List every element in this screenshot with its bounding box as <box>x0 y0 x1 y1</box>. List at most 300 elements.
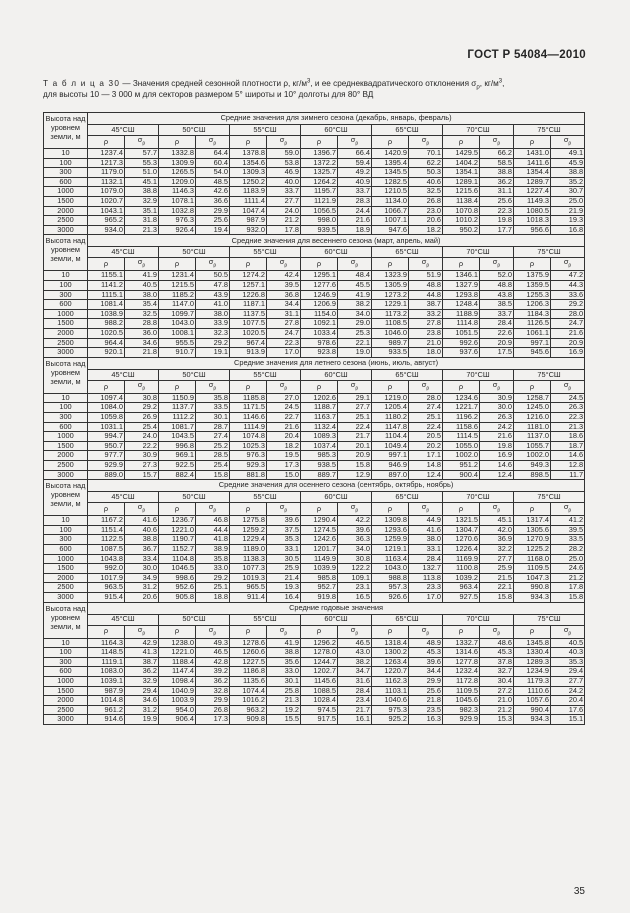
deviation-value: 34.6 <box>125 696 159 706</box>
sigma-symbol <box>338 503 372 516</box>
deviation-value: 32.5 <box>409 187 443 197</box>
density-value: 1184.3 <box>514 309 551 319</box>
sigma-symbol <box>338 258 372 271</box>
table-row <box>44 290 585 300</box>
deviation-value: 15.3 <box>480 715 514 725</box>
density-value: 922.5 <box>159 461 196 471</box>
density-value: 1114.5 <box>443 432 480 442</box>
deviation-value: 40.0 <box>267 177 301 187</box>
deviation-value: 36.7 <box>125 545 159 555</box>
deviation-value: 70.1 <box>409 149 443 159</box>
deviation-value: 33.7 <box>480 309 514 319</box>
density-value: 1314.6 <box>443 648 480 658</box>
density-value: 1245.0 <box>514 403 551 413</box>
deviation-value: 16.8 <box>551 225 585 235</box>
sigma-subscript: ρ <box>213 507 217 514</box>
density-value: 982.3 <box>443 705 480 715</box>
table-row <box>44 573 585 583</box>
deviation-value: 21.9 <box>551 206 585 216</box>
density-value: 1083.0 <box>88 667 125 677</box>
density-value: 976.3 <box>159 216 196 226</box>
sigma-letter: σ <box>492 625 498 634</box>
density-value: 963.5 <box>88 583 125 593</box>
deviation-value: 12.4 <box>480 470 514 480</box>
deviation-value: 15.8 <box>551 593 585 603</box>
density-value: 1114.8 <box>443 319 480 329</box>
sigma-letter: σ <box>137 135 143 144</box>
sigma-symbol <box>480 503 514 516</box>
table-row <box>44 451 585 461</box>
density-value: 1232.4 <box>443 667 480 677</box>
density-value: 1330.4 <box>514 648 551 658</box>
symbol-row <box>44 503 585 516</box>
sigma-letter: σ <box>208 135 214 144</box>
density-value: 1321.5 <box>443 516 480 526</box>
density-value: 1017.9 <box>88 573 125 583</box>
deviation-value: 46.5 <box>196 648 230 658</box>
sigma-symbol <box>267 503 301 516</box>
deviation-value: 28.4 <box>338 686 372 696</box>
density-value: 1168.0 <box>514 554 551 564</box>
deviation-value: 32.3 <box>196 329 230 339</box>
sigma-symbol <box>409 503 443 516</box>
deviation-value: 20.4 <box>551 696 585 706</box>
deviation-value: 17.1 <box>409 451 443 461</box>
density-value: 1216.0 <box>514 413 551 423</box>
deviation-value: 37.5 <box>267 525 301 535</box>
table-row <box>44 403 585 413</box>
caption-text-4: , <box>502 79 505 88</box>
height-value: 3000 <box>44 470 88 480</box>
density-value: 1227.5 <box>230 657 267 667</box>
height-value: 10 <box>44 393 88 403</box>
deviation-value: 15.8 <box>196 470 230 480</box>
deviation-value: 38.7 <box>125 657 159 667</box>
rho-symbol: ρ <box>88 136 125 149</box>
deviation-value: 15.8 <box>480 593 514 603</box>
sigma-symbol <box>409 625 443 638</box>
latitude-header: 45°СШ <box>88 125 159 136</box>
deviation-value: 23.8 <box>409 329 443 339</box>
height-value: 10 <box>44 271 88 281</box>
density-value: 1195.7 <box>301 187 338 197</box>
latitude-header: 50°СШ <box>159 369 230 380</box>
density-value: 1014.8 <box>88 696 125 706</box>
deviation-value: 45.1 <box>480 516 514 526</box>
deviation-value: 20.9 <box>338 451 372 461</box>
rho-symbol: ρ <box>514 503 551 516</box>
deviation-value: 38.2 <box>338 300 372 310</box>
density-value: 1305.6 <box>514 525 551 535</box>
deviation-value: 24.2 <box>480 422 514 432</box>
deviation-value: 46.9 <box>267 168 301 178</box>
rho-symbol: ρ <box>230 258 267 271</box>
deviation-value: 24.5 <box>267 403 301 413</box>
density-value: 1126.5 <box>514 319 551 329</box>
density-value: 1229.4 <box>230 535 267 545</box>
density-value: 950.2 <box>443 225 480 235</box>
density-value: 977.7 <box>88 451 125 461</box>
density-value: 1147.0 <box>159 300 196 310</box>
latitude-header: 60°СШ <box>301 614 372 625</box>
deviation-value: 40.9 <box>338 177 372 187</box>
density-value: 994.7 <box>88 432 125 442</box>
density-value: 927.5 <box>443 593 480 603</box>
deviation-value: 23.3 <box>409 583 443 593</box>
sigma-symbol <box>551 258 585 271</box>
density-value: 1141.2 <box>88 281 125 291</box>
density-value: 1248.4 <box>443 300 480 310</box>
deviation-value: 28.8 <box>125 319 159 329</box>
deviation-value: 29.2 <box>125 403 159 413</box>
density-value: 1196.2 <box>443 413 480 423</box>
density-value: 954.0 <box>159 705 196 715</box>
density-value: 976.3 <box>230 451 267 461</box>
density-value: 1325.7 <box>301 168 338 178</box>
density-value: 1282.5 <box>372 177 409 187</box>
rho-symbol: ρ <box>88 258 125 271</box>
density-value: 882.4 <box>159 470 196 480</box>
deviation-value: 38.0 <box>125 290 159 300</box>
density-value: 996.8 <box>159 441 196 451</box>
deviation-value: 46.5 <box>338 638 372 648</box>
table-row <box>44 583 585 593</box>
density-value: 1259.9 <box>372 535 409 545</box>
density-table <box>43 112 585 725</box>
density-value: 1332.7 <box>443 638 480 648</box>
deviation-value: 29.0 <box>338 319 372 329</box>
density-value: 1016.2 <box>230 696 267 706</box>
latitude-header: 50°СШ <box>159 125 230 136</box>
deviation-value: 42.4 <box>267 271 301 281</box>
density-value: 1429.5 <box>443 149 480 159</box>
sigma-letter: σ <box>279 380 285 389</box>
density-value: 998.0 <box>301 216 338 226</box>
latitude-header: 75°СШ <box>514 247 585 258</box>
deviation-value: 25.0 <box>551 554 585 564</box>
deviation-value: 16.1 <box>338 715 372 725</box>
deviation-value: 27.7 <box>480 554 514 564</box>
sigma-subscript: ρ <box>426 385 430 392</box>
height-value: 100 <box>44 158 88 168</box>
sigma-subscript: ρ <box>355 507 359 514</box>
deviation-value: 32.9 <box>125 677 159 687</box>
table-row <box>44 554 585 564</box>
height-value: 300 <box>44 535 88 545</box>
table-row <box>44 329 585 339</box>
latitude-header: 60°СШ <box>301 369 372 380</box>
deviation-value: 38.8 <box>125 187 159 197</box>
deviation-value: 27.7 <box>338 403 372 413</box>
deviation-value: 31.8 <box>125 216 159 226</box>
deviation-value: 27.3 <box>125 461 159 471</box>
sigma-letter: σ <box>563 502 569 512</box>
density-value: 963.2 <box>230 705 267 715</box>
deviation-value: 14.6 <box>551 451 585 461</box>
deviation-value: 17.0 <box>267 348 301 358</box>
deviation-value: 30.8 <box>125 393 159 403</box>
deviation-value: 33.2 <box>409 309 443 319</box>
table-row <box>44 422 585 432</box>
deviation-value: 41.6 <box>125 516 159 526</box>
rho-symbol: ρ <box>159 380 196 393</box>
density-value: 1201.7 <box>301 545 338 555</box>
density-value: 1188.9 <box>443 309 480 319</box>
density-value: 1162.3 <box>372 677 409 687</box>
symbol-row <box>44 136 585 149</box>
deviation-value: 66.2 <box>480 149 514 159</box>
rho-symbol: ρ <box>443 136 480 149</box>
deviation-value: 44.8 <box>409 290 443 300</box>
deviation-value: 32.2 <box>480 545 514 555</box>
deviation-value: 39.2 <box>196 667 230 677</box>
sigma-subscript: ρ <box>426 630 430 637</box>
density-value: 1187.1 <box>230 300 267 310</box>
deviation-value: 31.6 <box>338 677 372 687</box>
deviation-value: 66.4 <box>338 149 372 159</box>
density-value: 934.0 <box>88 225 125 235</box>
sigma-letter: σ <box>421 257 427 267</box>
deviation-value: 17.3 <box>196 715 230 725</box>
height-value: 2000 <box>44 329 88 339</box>
sigma-subscript: ρ <box>426 262 430 269</box>
latitude-row <box>44 614 585 625</box>
deviation-value: 31.2 <box>125 705 159 715</box>
deviation-value: 40.6 <box>125 525 159 535</box>
density-value: 926.6 <box>372 593 409 603</box>
density-value: 1020.5 <box>230 329 267 339</box>
deviation-value: 33.6 <box>551 290 585 300</box>
sigma-subscript: ρ <box>497 262 501 269</box>
deviation-value: 40.5 <box>125 281 159 291</box>
height-value: 3000 <box>44 593 88 603</box>
density-value: 997.1 <box>372 451 409 461</box>
density-value: 1234.6 <box>443 393 480 403</box>
table-row <box>44 393 585 403</box>
deviation-value: 45.3 <box>409 648 443 658</box>
deviation-value: 49.2 <box>338 168 372 178</box>
density-value: 1002.0 <box>443 451 480 461</box>
density-value: 1152.7 <box>159 545 196 555</box>
deviation-value: 51.0 <box>125 168 159 178</box>
sigma-subscript: ρ <box>568 385 572 392</box>
table-row <box>44 705 585 715</box>
density-value: 1278.0 <box>301 648 338 658</box>
density-value: 1037.4 <box>301 441 338 451</box>
density-value: 1250.2 <box>230 177 267 187</box>
density-value: 920.1 <box>88 348 125 358</box>
density-value: 1206.3 <box>514 300 551 310</box>
deviation-value: 41.2 <box>551 516 585 526</box>
deviation-value: 42.6 <box>196 187 230 197</box>
deviation-value: 26.3 <box>480 413 514 423</box>
latitude-row <box>44 369 585 380</box>
deviation-value: 15.1 <box>551 715 585 725</box>
table-row <box>44 177 585 187</box>
deviation-value: 52.0 <box>480 271 514 281</box>
density-value: 900.4 <box>443 470 480 480</box>
density-value: 1163.7 <box>301 413 338 423</box>
deviation-value: 24.0 <box>125 432 159 442</box>
table-row <box>44 216 585 226</box>
latitude-header: 70°СШ <box>443 369 514 380</box>
deviation-value: 26.3 <box>551 403 585 413</box>
latitude-header: 55°СШ <box>230 614 301 625</box>
deviation-value: 40.5 <box>551 638 585 648</box>
density-value: 967.4 <box>230 338 267 348</box>
density-value: 1155.1 <box>88 271 125 281</box>
sigma-subscript: ρ <box>284 262 288 269</box>
rho-symbol: ρ <box>372 380 409 393</box>
sigma-symbol <box>338 136 372 149</box>
latitude-header: 45°СШ <box>88 614 159 625</box>
sigma-letter: σ <box>279 625 285 634</box>
density-value: 1033.4 <box>301 329 338 339</box>
rho-symbol: ρ <box>514 136 551 149</box>
table-row <box>44 197 585 207</box>
density-value: 1163.4 <box>372 554 409 564</box>
density-value: 906.4 <box>159 715 196 725</box>
density-value: 1309.9 <box>159 158 196 168</box>
density-value: 1185.2 <box>159 290 196 300</box>
table-row <box>44 300 585 310</box>
density-value: 1104.4 <box>372 432 409 442</box>
deviation-value: 36.3 <box>338 535 372 545</box>
density-value: 889.0 <box>88 470 125 480</box>
density-value: 914.6 <box>88 715 125 725</box>
caption-line-2: для высоты 10 — 3 000 м для секторов размером 5° широты и 10° долготы для 80° ВД <box>43 90 374 99</box>
deviation-value: 20.5 <box>409 432 443 442</box>
table-row <box>44 657 585 667</box>
deviation-value: 38.0 <box>196 309 230 319</box>
density-value: 1112.2 <box>159 413 196 423</box>
density-value: 1244.7 <box>301 657 338 667</box>
latitude-header: 50°СШ <box>159 247 230 258</box>
rho-symbol: ρ <box>159 136 196 149</box>
sigma-letter: σ <box>421 380 427 389</box>
deviation-value: 38.8 <box>551 168 585 178</box>
sigma-letter: σ <box>563 625 569 634</box>
density-value: 1109.5 <box>443 686 480 696</box>
caption-sup-1: 3 <box>307 78 311 85</box>
rho-symbol: ρ <box>301 503 338 516</box>
deviation-value: 22.1 <box>480 583 514 593</box>
density-value: 1238.0 <box>159 638 196 648</box>
deviation-value: 35.3 <box>551 657 585 667</box>
sigma-subscript: ρ <box>284 630 288 637</box>
density-value: 1061.1 <box>514 329 551 339</box>
deviation-value: 33.1 <box>267 545 301 555</box>
density-value: 1190.7 <box>159 535 196 545</box>
deviation-value: 26.9 <box>125 413 159 423</box>
density-value: 1103.1 <box>372 686 409 696</box>
density-value: 987.9 <box>88 686 125 696</box>
latitude-row <box>44 492 585 503</box>
density-value: 1150.9 <box>159 393 196 403</box>
density-value: 929.9 <box>443 715 480 725</box>
density-value: 987.9 <box>230 216 267 226</box>
deviation-value: 25.6 <box>409 686 443 696</box>
density-value: 1255.3 <box>514 290 551 300</box>
deviation-value: 19.8 <box>480 441 514 451</box>
table-row <box>44 348 585 358</box>
deviation-value: 18.6 <box>551 432 585 442</box>
deviation-value: 16.4 <box>267 593 301 603</box>
density-value: 1221.0 <box>159 525 196 535</box>
density-value: 1295.1 <box>301 271 338 281</box>
height-value: 10 <box>44 149 88 159</box>
sigma-symbol <box>196 258 230 271</box>
density-value: 1055.7 <box>514 441 551 451</box>
latitude-header: 55°СШ <box>230 247 301 258</box>
deviation-value: 40.3 <box>551 648 585 658</box>
sigma-letter: σ <box>563 380 569 389</box>
density-value: 1277.6 <box>301 281 338 291</box>
deviation-value: 28.2 <box>551 545 585 555</box>
density-value: 923.8 <box>301 348 338 358</box>
density-value: 925.2 <box>372 715 409 725</box>
deviation-value: 31.1 <box>480 187 514 197</box>
rho-symbol: ρ <box>88 380 125 393</box>
rho-symbol: ρ <box>372 503 409 516</box>
density-value: 955.5 <box>159 338 196 348</box>
height-value: 1500 <box>44 441 88 451</box>
deviation-value: 50.3 <box>409 168 443 178</box>
deviation-value: 21.2 <box>480 705 514 715</box>
density-value: 1270.9 <box>514 535 551 545</box>
deviation-value: 48.4 <box>338 271 372 281</box>
height-value: 2500 <box>44 461 88 471</box>
density-value: 1332.8 <box>159 149 196 159</box>
section-title-row <box>44 602 585 614</box>
height-value: 2500 <box>44 216 88 226</box>
deviation-value: 25.0 <box>551 197 585 207</box>
density-value: 911.4 <box>230 593 267 603</box>
sigma-subscript: ρ <box>497 630 501 637</box>
section-title-row <box>44 480 585 492</box>
density-value: 1148.5 <box>88 648 125 658</box>
deviation-value: 39.6 <box>409 657 443 667</box>
section-title: Средние значения для осеннего сезона (сентябрь, октябрь, ноябрь) <box>88 480 585 492</box>
deviation-value: 25.9 <box>267 564 301 574</box>
density-value: 1202.7 <box>301 667 338 677</box>
symbol-row <box>44 258 585 271</box>
deviation-value: 45.1 <box>125 177 159 187</box>
density-value: 1300.2 <box>372 648 409 658</box>
density-value: 992.0 <box>88 564 125 574</box>
density-value: 1309.3 <box>230 168 267 178</box>
deviation-value: 17.8 <box>551 583 585 593</box>
density-value: 1226.4 <box>443 545 480 555</box>
density-value: 1100.8 <box>443 564 480 574</box>
deviation-value: 47.2 <box>551 271 585 281</box>
deviation-value: 23.0 <box>409 206 443 216</box>
deviation-value: 44.4 <box>196 525 230 535</box>
rho-symbol: ρ <box>443 625 480 638</box>
deviation-value: 32.8 <box>196 686 230 696</box>
density-value: 963.4 <box>443 583 480 593</box>
sigma-letter: σ <box>137 502 143 512</box>
density-value: 1007.1 <box>372 216 409 226</box>
deviation-value: 22.7 <box>267 413 301 423</box>
density-value: 1138.3 <box>230 554 267 564</box>
latitude-header: 45°СШ <box>88 369 159 380</box>
density-value: 1346.1 <box>443 271 480 281</box>
deviation-value: 21.8 <box>125 348 159 358</box>
density-value: 1043.5 <box>159 432 196 442</box>
deviation-value: 35.8 <box>196 393 230 403</box>
height-value: 2000 <box>44 573 88 583</box>
